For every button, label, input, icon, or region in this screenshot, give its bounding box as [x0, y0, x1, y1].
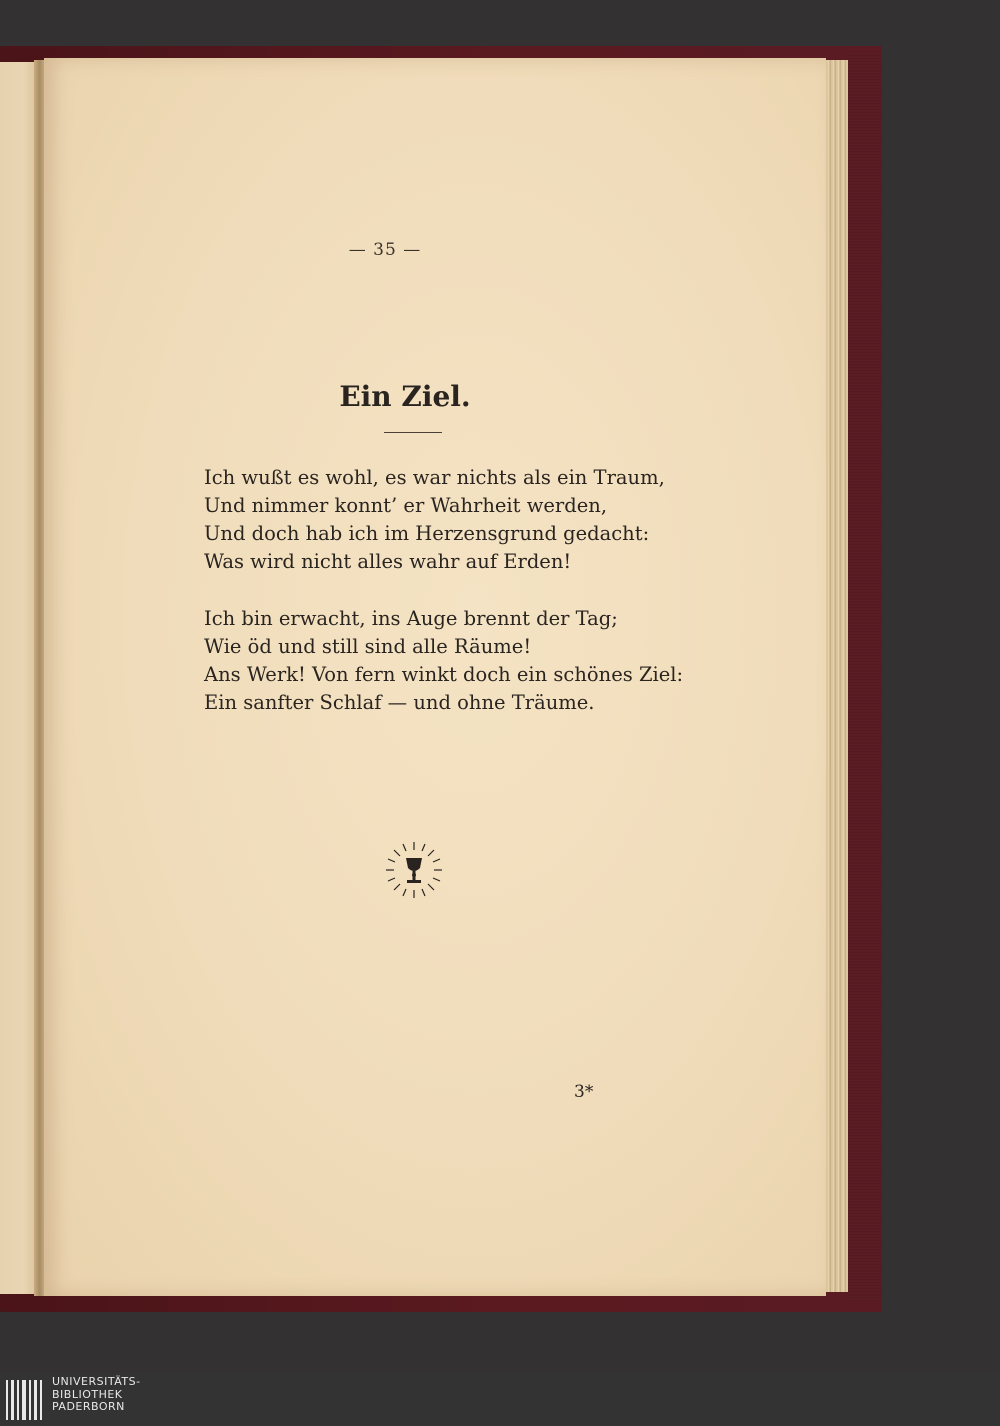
poem-body [204, 464, 764, 746]
poem-title: Ein Ziel. [339, 380, 471, 413]
poem-line: Ein sanfter Schlaf — und ohne Träume. [204, 691, 595, 714]
signature-mark: 3* [574, 1082, 594, 1102]
stanza [204, 464, 764, 576]
poem-line: Und doch hab ich im Herzensgrund gedacht: [204, 522, 650, 545]
poem-line: Ans Werk! Von fern winkt doch ein schönes Ziel: [204, 663, 684, 686]
poem-line: Ich bin erwacht, ins Auge brennt der Tag; [204, 607, 618, 630]
library-name-line: UNIVERSITÄTS- [52, 1375, 141, 1388]
page-number: — 35 — [348, 240, 422, 260]
chalice-sunburst-icon [384, 840, 444, 900]
title-rule [384, 432, 442, 433]
footer-bar [0, 1372, 1000, 1426]
library-name-line: BIBLIOTHEK [52, 1387, 123, 1401]
stanza [204, 605, 764, 717]
library-name [52, 1376, 141, 1414]
right-page [44, 58, 826, 1296]
barcode-logo-icon [4, 1376, 48, 1424]
cover-edge [846, 54, 882, 1302]
poem-line: Was wird nicht alles wahr auf Erden! [204, 550, 572, 573]
poem-line: Ich wußt es wohl, es war nichts als ein Traum, [204, 466, 665, 489]
poem-line: Wie öd und still sind alle Räume! [204, 635, 532, 658]
poem-line: Und nimmer konnt’ er Wahrheit werden, [204, 494, 608, 517]
library-name-line: PADERBORN [52, 1400, 125, 1413]
